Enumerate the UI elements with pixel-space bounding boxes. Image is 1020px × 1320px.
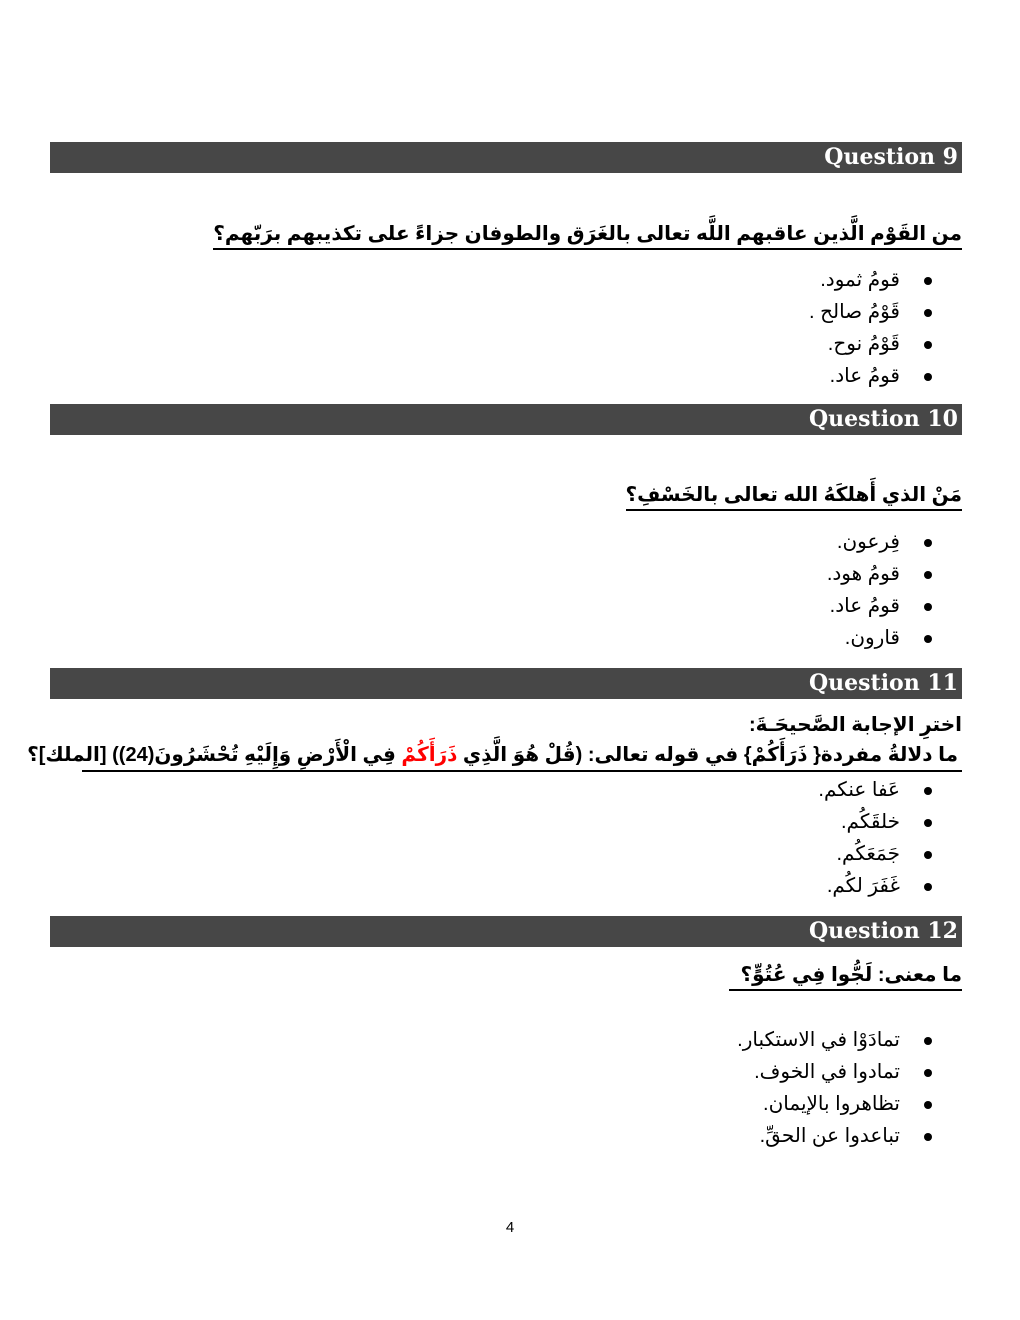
question-10-options [827, 526, 962, 654]
question-11-prompt [27, 742, 958, 768]
option-label: تمادَوْا في الاستكبار. [737, 1029, 900, 1051]
question-11-header: Question 11 [50, 668, 962, 699]
bullet-icon [924, 571, 932, 579]
question-11-option-3[interactable] [818, 838, 962, 870]
question-12-header: Question 12 [50, 916, 962, 947]
question-12-option-4[interactable] [737, 1120, 962, 1152]
bullet-icon [924, 277, 932, 285]
option-label: قومُ عاد. [829, 595, 900, 617]
bullet-icon [924, 1069, 932, 1077]
option-label: قومُ عاد. [829, 365, 900, 387]
bullet-icon [924, 309, 932, 317]
bullet-icon [924, 1133, 932, 1141]
question-11-option-2[interactable] [818, 806, 962, 838]
question-9-prompt-text: من القَوْم الَّذين عاقبهم اللَّه تعالى بالغَرَق والطوفان جزاءً على تكذيبهم برَبّهم؟ [213, 221, 962, 250]
question-9-option-3[interactable] [809, 328, 962, 360]
question-9-option-1[interactable] [809, 264, 962, 296]
question-10-header: Question 10 [50, 404, 962, 435]
option-label: قومُ ثمود. [820, 269, 900, 291]
question-9-prompt [213, 221, 962, 250]
question-10-option-2[interactable] [827, 558, 962, 590]
option-label: خلقَكُم. [840, 811, 900, 833]
question-9-header: Question 9 [50, 142, 962, 173]
option-label: قَوْمُ صالح . [808, 301, 900, 323]
bullet-icon [924, 1037, 932, 1045]
bullet-icon [924, 851, 932, 859]
option-label: قارون. [844, 627, 900, 649]
question-12-options [737, 1024, 962, 1152]
question-10-option-4[interactable] [827, 622, 962, 654]
question-12-option-1[interactable] [737, 1024, 962, 1056]
question-11-highlighted-word: ذَرَأَكُمْ [401, 744, 458, 766]
question-11-instruction: اخترِ الإجابة الصَّحيحَـةَ: [749, 714, 962, 736]
question-11-options [818, 774, 962, 902]
option-label: تظاهروا بالإيمان. [763, 1093, 900, 1115]
question-10-option-3[interactable] [827, 590, 962, 622]
question-11-option-1[interactable] [818, 774, 962, 806]
question-11-prompt-part-1: ما دلالةُ مفردة{ ذَرَأَكُمْ} في قوله تعالى: (قُلْ هُوَ الَّذِي [457, 744, 958, 766]
question-9-option-4[interactable] [809, 360, 962, 392]
question-9-option-2[interactable] [809, 296, 962, 328]
bullet-icon [924, 819, 932, 827]
option-label: جَمَعَكُم. [836, 843, 900, 865]
question-10-option-1[interactable] [827, 526, 962, 558]
option-label: تمادوا في الخوف. [754, 1061, 900, 1083]
bullet-icon [924, 883, 932, 891]
bullet-icon [924, 373, 932, 381]
bullet-icon [924, 603, 932, 611]
question-10-prompt [626, 482, 962, 511]
option-label: عَفا عنكم. [818, 779, 900, 801]
question-12-prompt [729, 962, 962, 991]
question-9-options [809, 264, 962, 392]
option-label: غَفَرَ لكُم. [826, 875, 900, 897]
bullet-icon [924, 787, 932, 795]
bullet-icon [924, 341, 932, 349]
bullet-icon [924, 539, 932, 547]
bullet-icon [924, 635, 932, 643]
question-11-option-4[interactable] [818, 870, 962, 902]
page-number: 4 [505, 1219, 515, 1236]
question-12-option-3[interactable] [737, 1088, 962, 1120]
option-label: قومُ هود. [826, 563, 900, 585]
document-page [27, 0, 962, 1320]
question-10-prompt-text: مَنْ الذي أَهلكَهُ الله تعالى بالخَسْفِ؟ [626, 482, 962, 511]
option-label: تباعدوا عن الحقِّ. [759, 1125, 900, 1147]
question-12-prompt-text: ما معنى: لَجُّوا فِي عُتُوٍّ؟ [729, 962, 962, 991]
question-12-option-2[interactable] [737, 1056, 962, 1088]
question-11-prompt-part-2: فِي الْأَرْضِ وَإِلَيْهِ تُحْشَرُونَ(24)) [الملك]؟ [27, 744, 402, 766]
option-label: فِرعون. [836, 531, 900, 553]
question-11-prompt-underline [82, 770, 962, 772]
bullet-icon [924, 1101, 932, 1109]
option-label: قَوْمُ نوح. [827, 333, 900, 355]
